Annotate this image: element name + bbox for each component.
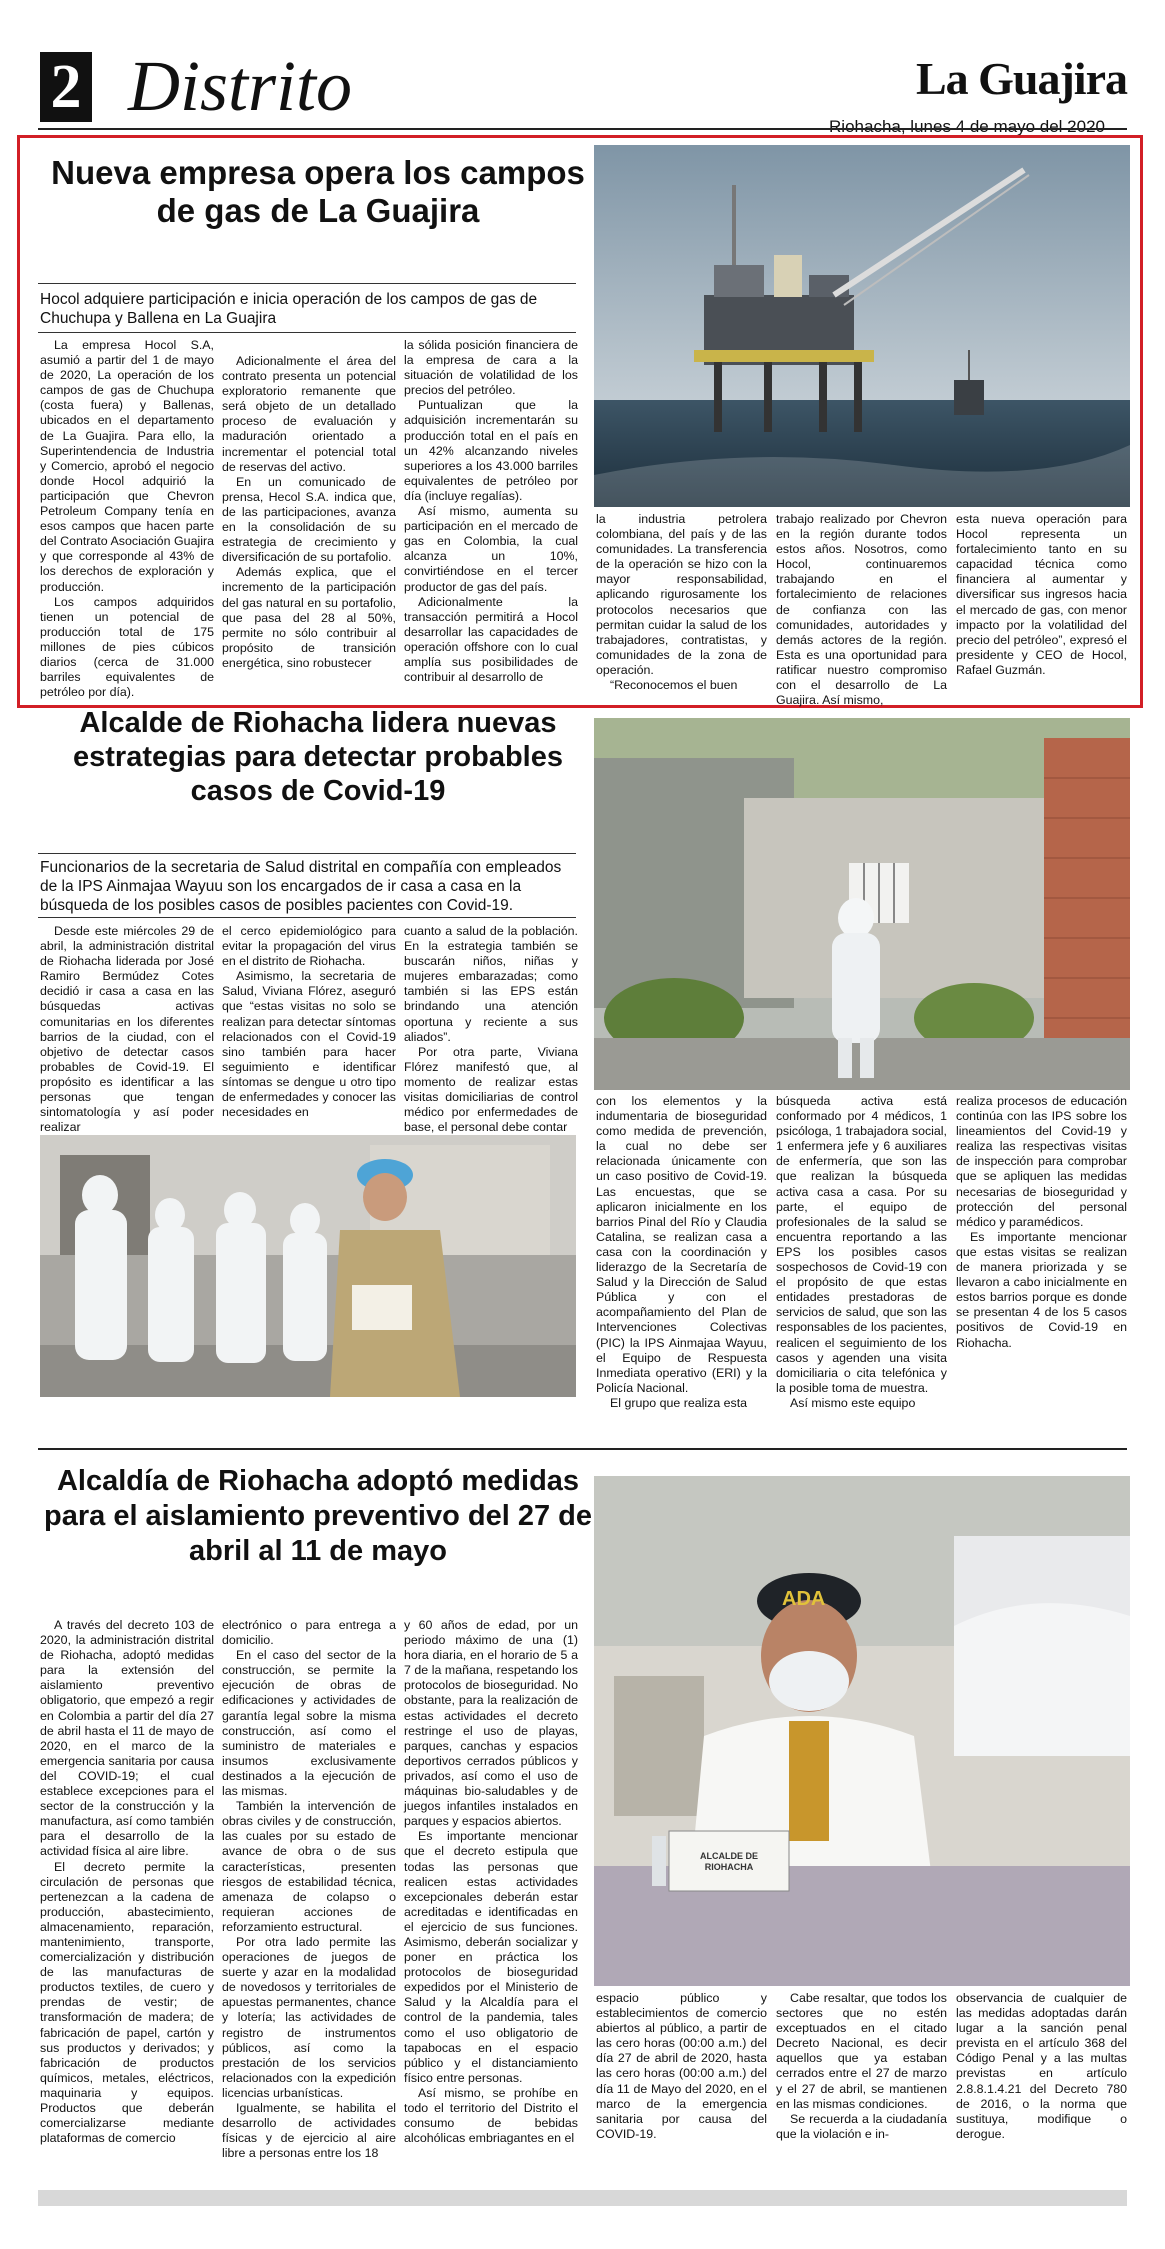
article-1-col-4: la industria petrolera colombiana, del país y de las comunidades. La transferencia de la operación se hizo con la mayor responsabilidad, aplicando rigurosamente los protocolos necesarios que permitan cuidar la salud de los trabajadores, contratistas, y comunidades de la zona de operación. “Reconocemos el buen (596, 512, 767, 693)
offshore-platform-photo (594, 145, 1130, 507)
section-rule (38, 1448, 1127, 1450)
footer-bar (38, 2190, 1127, 2206)
divider (38, 332, 576, 333)
article-2-col-3: cuanto a salud de la población. En la estrategia también se buscarán niños, niñas y mujeres embarazadas; como también si las EPS están brindando una atención oportuna y reciente a sus aliados”. Por otra parte, Viviana Flórez manifestó que, al momento de realizar estas visitas domiciliarias de control médico por enfermedades de base, el personal debe contar (404, 924, 578, 1135)
article-3-col-6: observancia de cualquier de las medidas adoptadas darán lugar a la sanción penal prevista en el artículo 368 del Código Penal y a las multas previstas en artículo 2.8.8.1.4.21 del Decreto 780 de 2016, o la norma que sustituya, modifique o derogue. (956, 1991, 1127, 2141)
article-2-col-1: Desde este miércoles 29 de abril, la administración distrital de Riohacha liderada por José Ramiro Bermúdez Cotes decidió ir casa a casa en las búsquedas activas comunitarias en los diferentes barrios de la ciudad, con el objetivo de detectar casos probables de Covid-19. El propósito es identificar a las personas que tengan sintomatología y así poder realizar (40, 924, 214, 1135)
article-2-col-4: con los elementos y la indumentaria de bioseguridad como medida de prevención, la cual no debe ser relacionada únicamente con un caso positivo de Covid-19. Las encuestas, que se aplicaron inicialmente en los barrios Pinal del Río y Claudia Catalina, se realizan casa a casa con la coordinación y liderazgo de la Secretaría de Salud y la Dirección de Salud Pública y con el acompañamiento del Plan de Intervenciones Colectivas (PIC) la IPS Ainmajaa Wayuu, el Equipo de Respuesta Inmediata operativo (ERI) y la Policía Nacional. El grupo que realiza esta (596, 1094, 767, 1410)
article-2-subheadline: Funcionarios de la secretaria de Salud distrital en compañía con empleados de la IPS Ainmajaa Wayuu son los encargados de ir casa a casa en la búsqueda de los posibles casos de posibles pacientes con Covid-19. (40, 859, 562, 914)
article-3-headline: Alcaldía de Riohacha adoptó medidas para el aislamiento preventivo del 27 de abril al 11 de mayo (44, 1465, 592, 1567)
article-1-col-1: La empresa Hocol S.A, asumió a partir del 1 de mayo de 2020, La operación de los campos de gas de Chuchupa (costa fuera) y Ballenas, ubicados en el departamento de La Guajira. Para ello, la Superintendencia de Industria y Comercio, aprobó el negocio donde Hocol adquirió la participación que Chevron Petroleum Company tenía en esos campos que hacen parte del Contrato Asociación Guajira y que corresponde al 43% de los derechos de exploración y producción. Los campos adquiridos tienen un potencial de producción total de 175 millones de pies cúbicos diarios (cerca de 31.000 barriles equivalentes de petróleo por día). (40, 338, 214, 700)
issue-date: Riohacha, lunes 4 de mayo del 2020 (829, 117, 1105, 136)
article-3-col-4: espacio público y establecimientos de comercio abiertos al público, a partir de las cero horas (00:00 a.m.) del día 27 de abril de 2020, hasta las cero horas (00:00 a.m.) del día 11 de Mayo del 2020, en el marco de la emergencia sanitaria por causa del COVID-19. (596, 1991, 767, 2141)
article-1-col-3: la sólida posición financiera de la empresa de cara a la situación de volatilidad de los precios del petróleo. Puntualizan que la adquisición incrementarán su producción total en el país en un 42% alcanzando niveles superiores a los 43.000 barriles equivalentes de petróleo por día (incluye regalías). Así mismo, aumenta su participación en el mercado de gas en Colombia, la cual alcanza un 10%, convirtiéndose en el tercer productor de gas del país. Adicionalmente la transacción permitirá a Hocol desarrollar las capacidades de operación offshore con lo cual amplía sus posibilidades de contribuir al desarrollo de (404, 338, 578, 685)
article-1-col-6: esta nueva operación para Hocol representa un fortalecimiento tanto en su capacidad técnica como financiera al aumentar y diversificar sus ingresos hacia el mercado de gas, con menor impacto por la volatilidad del precio del petróleo”, expresó el presidente y CEO de Hocol, Rafael Guzmán. (956, 512, 1127, 677)
name-plate-text: ALCALDE DE RIOHACHA (700, 1851, 758, 1872)
mayor-photo (594, 1476, 1130, 1986)
health-team-photo (40, 1135, 576, 1397)
article-1-col-2: Adicionalmente el área del contrato presenta un potencial exploratorio remanente que será objeto de un detallado proceso de evaluación y maduración orientado a incrementar el potencial total de reservas del activo. En un comunicado de prensa, Hecol S.A. indica que, de las participaciones, avanza en la consolidación de su estrategia de crecimiento y diversificación de su portafolio. Además explica, que el incremento de la participación del gas natural en su portafolio, que pasa del 28 al 50%, permite no sólo contribuir al propósito de transición energética, sino robustecer (222, 354, 396, 670)
article-3-col-3: y 60 años de edad, por un periodo máximo de una (1) hora diaria, en el horario de 5 a 7 de la mañana, respetando los protocolos de bioseguridad. No obstante, para la realización de estas actividades el decreto restringe el uso de playas, parques, canchas y espacios deportivos cerrados públicos y privados, así como el uso de máquinas bio-saludables y de juegos infantiles instalados en parques y espacios abiertos. Es importante mencionar que el decreto estipula que todas las personas que realicen estas actividades excepcionales deberán estar acreditadas e identificadas en el ejercicio de sus funciones. Asimismo, deberán socializar y poner en práctica los protocolos de bioseguridad expedidos por el Ministerio de Salud y la Alcaldía para el control de la pandemia, tales como el uso obligatorio de tapabocas en el espacio público y el distanciamiento físico entre personas. Así mismo, se prohíbe en todo el territorio del Distrito el consumo de bebidas alcohólicas embriagantes en el (404, 1618, 578, 2146)
article-2-col-5: búsqueda activa está conformado por 4 médicos, 1 psicóloga, 1 trabajadora social, 1 enfermera jefe y 6 auxiliares de enfermería, que son las que realizan la búsqueda activa casa a casa. Por su parte, el equipo de profesionales de la salud se encuentra reportando a las EPS los posibles casos sospechosos de Covid-19 con el propósito de que estas entidades prestadoras de servicios de salud, que son las responsables de los pacientes, realicen el seguimiento de los casos y agenden una visita domiciliaria o cita telefónica y la posible toma de muestra. Así mismo este equipo (776, 1094, 947, 1410)
article-2-col-2: el cerco epidemiológico para evitar la propagación del virus en el distrito de Riohacha. Asimismo, la secretaria de Salud, Viviana Flórez, aseguró que “estas visitas no solo se realizan para detectar síntomas relacionados con el Covid-19 sino también para hacer seguimiento e identificar síntomas se dengue u otro tipo de enfermedades y conocer las necesidades en (222, 924, 396, 1120)
article-2-col-6: realiza procesos de educación continúa con las IPS sobre los lineamientos del Covid-19 y realiza las respectivas visitas de inspección para comprobar que se apliquen las medidas necesarias de bioseguridad y protección del personal médico y paramédicos. Es importante mencionar que estas visitas se realizan de manera priorizada y se llevaron a cabo inicialmente en estos barrios porque es donde se presentan 4 de los 5 casos positivos de Covid-19 en Riohacha. (956, 1094, 1127, 1350)
name-plate (669, 1834, 789, 1890)
divider (38, 853, 576, 854)
section-title: Distrito (128, 46, 353, 126)
newspaper-logo: La Guajira (915, 53, 1127, 104)
page-number: 2 (40, 52, 92, 122)
article-1-subheadline: Hocol adquiere participación e inicia operación de los campos de gas de Chuchupa y Ballena en La Guajira (40, 291, 538, 327)
article-3-col-1: A través del decreto 103 de 2020, la administración distrital de Riohacha, adoptó medidas para la extensión del aislamiento preventivo obligatorio, que empezó a regir en Colombia a partir del día 27 de abril hasta el 11 de mayo de 2020, en el marco de la emergencia sanitaria por causa del COVID-19; el cual establece excepciones para el sector de la construcción y la manufactura, así como también para el desarrollo de la actividad física al aire libre. El decreto permite la circulación de personas que pertenezcan a la cadena de producción, abastecimiento, almacenamiento, reparación, mantenimiento, transporte, comercialización y distribución de las manufacturas de productos textiles, de cuero y prendas de vestir; de transformación de madera; de fabricación de papel, cartón y sus productos y derivados; y fabricación de productos químicos, metales, eléctricos, maquinaria y equipos. Productos que deberán comercializarse mediante plataformas de comercio (40, 1618, 214, 2146)
house-visit-photo (594, 718, 1130, 1090)
article-3-col-2: electrónico o para entrega a domicilio. En el caso del sector de la construcción, se permite la ejecución de obras de edificaciones y actividades de garantía legal sobre la misma construcción, así como el suministro de materiales e insumos exclusivamente destinados a la ejecución de las mismas. También la intervención de obras civiles y de construcción, las cuales por su estado de avance de obra o de sus características, presenten riesgos de estabilidad técnica, amenaza de colapso o requieran acciones de reforzamiento estructural. Por otra lado permite las operaciones de juegos de suerte y azar en la modalidad de novedosos y territoriales de apuestas permanentes, chance y lotería; las actividades de registro de instrumentos públicos, así como la prestación de los servicios relacionados con la expedición licencias urbanísticas. Igualmente, se habilita el desarrollo de actividades físicas y de ejercicio al aire libre a personas entre los 18 (222, 1618, 396, 2161)
masthead-rule (38, 128, 1127, 130)
article-1-headline: Nueva empresa opera los campos de gas de La Guajira (51, 154, 585, 229)
divider (38, 917, 576, 918)
article-2-headline: Alcalde de Riohacha lidera nuevas estrategias para detectar probables casos de Covid-19 (73, 707, 563, 807)
article-1-col-5: trabajo realizado por Chevron en la región durante todos estos años. Nosotros, como Hocol, continuaremos trabajando en el fortalecimiento de relaciones de confianza con las comunidades, autoridades y demás actores de la región. Esta es una oportunidad para ratificar nuestro compromiso con el desarrollo de La Guajira. Así mismo, (776, 512, 947, 708)
cap-lettering: ADA (782, 1588, 826, 1610)
divider (38, 283, 576, 284)
article-3-col-5: Cabe resaltar, que todos los sectores que no estén exceptuados en el citado Decreto Nacional, es decir aquellos que ya estaban cerrados entre el 27 de marzo y el 27 de abril, se mantienen en las mismas condiciones. Se recuerda a la ciudadanía que la violación e in- (776, 1991, 947, 2141)
